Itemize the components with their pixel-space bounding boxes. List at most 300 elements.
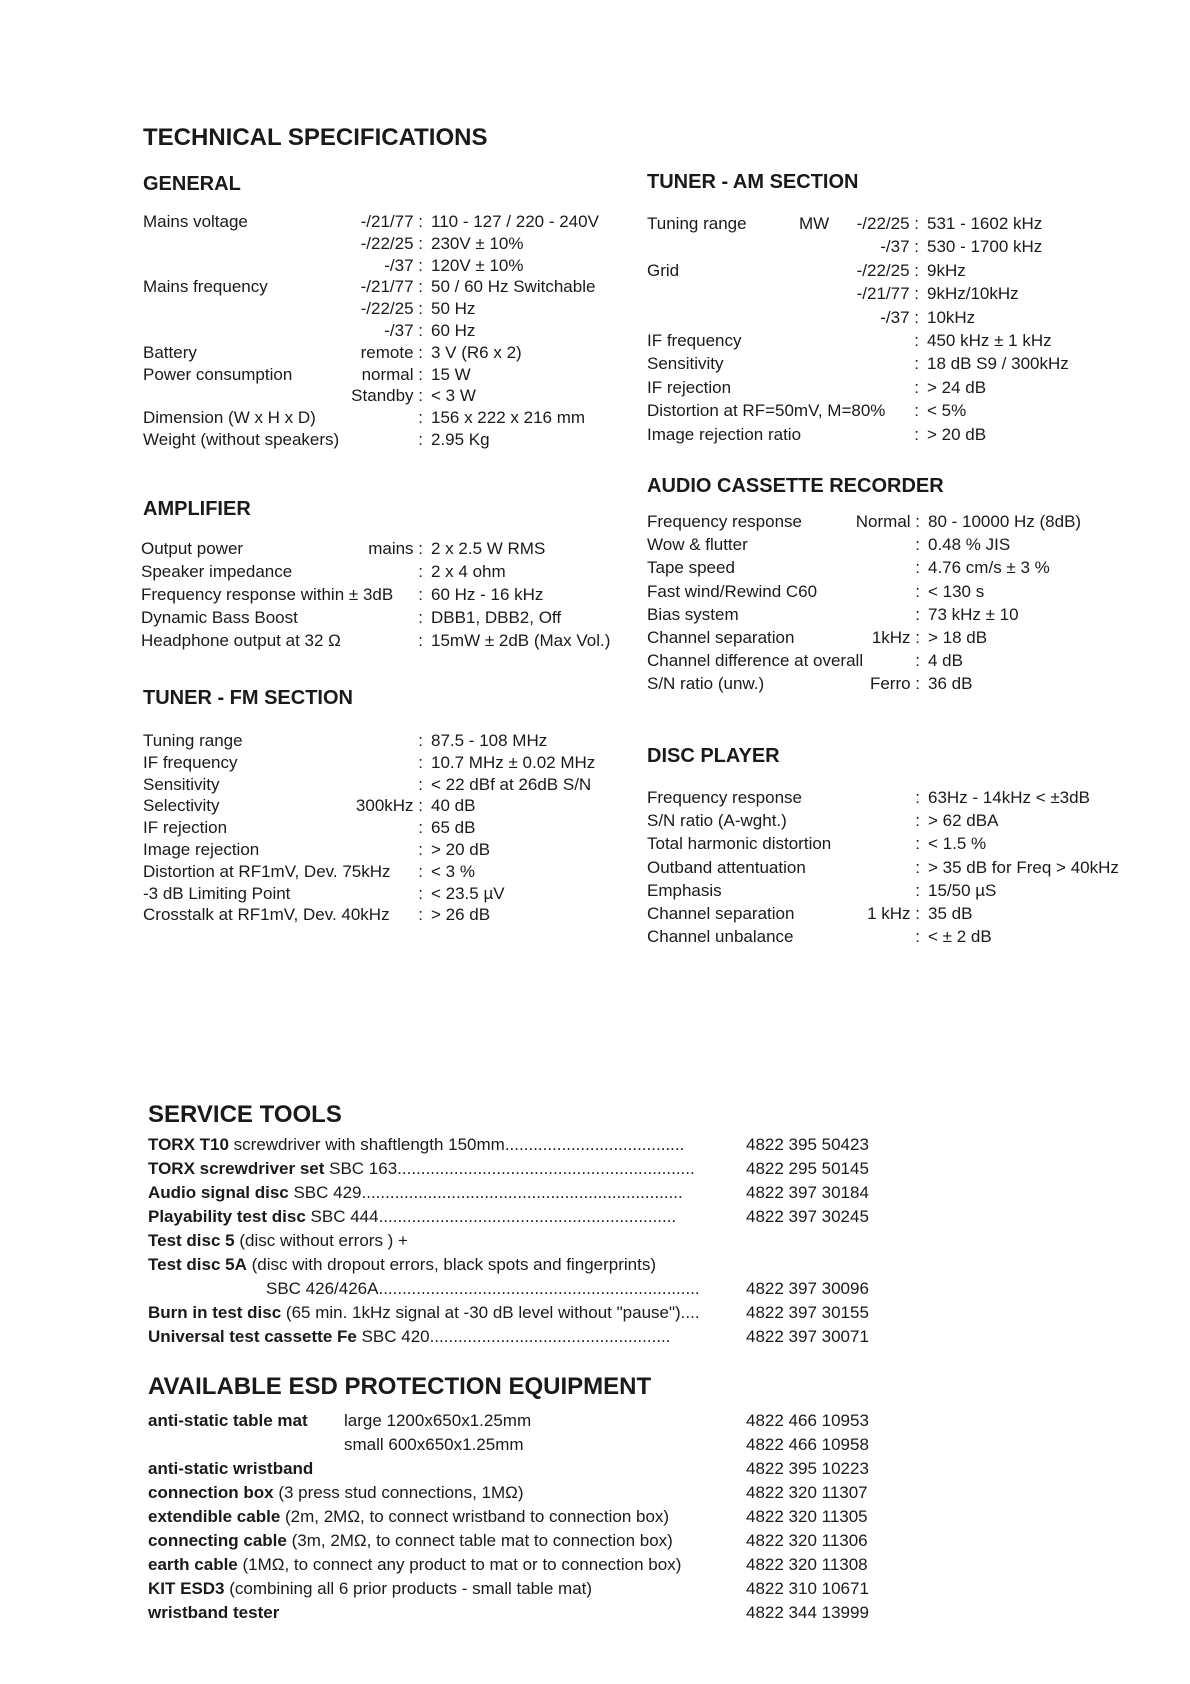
tool-code: 4822 397 30155 [746, 1303, 869, 1322]
spec-label: Image rejection [143, 839, 260, 859]
spec-row [647, 672, 1167, 695]
esd-code: 4822 466 10953 [746, 1411, 869, 1430]
spec-row [141, 560, 641, 583]
esd-code: 4822 320 11305 [746, 1507, 868, 1526]
tool-desc: (65 min. 1kHz signal at -30 dB level without "pause") [281, 1303, 681, 1322]
spec-row [143, 320, 623, 342]
esd-desc: (2m, 2MΩ, to connect wristband to connection box) [280, 1507, 670, 1526]
spec-label: Speaker impedance [141, 562, 293, 581]
tool-name: TORX T10 [148, 1135, 229, 1154]
tool-dots: ...................................... [504, 1135, 685, 1154]
tool-text [148, 1133, 684, 1157]
esd-row [148, 1601, 908, 1625]
esd-text [148, 1601, 279, 1625]
spec-value: 10kHz [927, 307, 976, 327]
spec-label: S/N ratio (A-wght.) [647, 811, 787, 831]
spec-qualifier: -/21/77 : [360, 277, 423, 297]
spec-row [647, 533, 1167, 556]
page-title: TECHNICAL SPECIFICATIONS [143, 124, 488, 151]
spec-qualifier: : [418, 631, 423, 650]
tool-code: 4822 395 50423 [746, 1135, 869, 1154]
spec-qualifier: : [914, 330, 919, 350]
spec-value: 15/50 µS [928, 880, 997, 900]
spec-qualifier: : [418, 408, 423, 428]
spec-qualifier: 300kHz : [355, 796, 423, 816]
spec-value: 73 kHz ± 10 [928, 604, 1019, 624]
esd-code: 4822 466 10958 [746, 1435, 869, 1454]
tool-desc: SBC 420 [356, 1327, 430, 1346]
spec-qualifier: : [418, 562, 423, 581]
tuner-fm-heading: TUNER - FM SECTION [143, 687, 353, 709]
spec-row [647, 329, 1167, 352]
spec-value: DBB1, DBB2, Off [431, 608, 562, 627]
spec-qualifier: : [418, 585, 423, 604]
spec-label: Channel separation [647, 903, 795, 923]
spec-row [143, 276, 623, 298]
tool-desc: SBC 429 [288, 1183, 362, 1202]
spec-row [143, 904, 643, 926]
spec-qualifier: -/22/25 : [856, 214, 919, 233]
esd-code: 4822 320 11307 [746, 1483, 868, 1502]
esd-row [148, 1577, 908, 1601]
tool-name: Universal test cassette Fe [148, 1327, 357, 1346]
spec-label: IF rejection [143, 818, 228, 838]
spec-label: Crosstalk at RF1mV, Dev. 40kHz [143, 905, 390, 925]
spec-label: Image rejection ratio [647, 424, 802, 444]
spec-label: Dimension (W x H x D) [143, 408, 316, 428]
tool-text [148, 1253, 656, 1277]
spec-qualifier: : [915, 788, 920, 807]
spec-label: Outband attentuation [647, 857, 806, 877]
spec-qualifier: normal : [361, 364, 423, 384]
spec-row [143, 364, 623, 386]
spec-value: < 1.5 % [928, 834, 987, 854]
spec-qualifier: -/37 : [384, 255, 423, 275]
spec-value: < ± 2 dB [928, 927, 992, 947]
spec-value: 120V ± 10% [431, 255, 524, 275]
service-tools-list [148, 1133, 908, 1349]
spec-label: Mains frequency [143, 277, 268, 297]
spec-row [143, 429, 623, 451]
spec-row [647, 259, 1167, 282]
tool-name: Test disc 5A [148, 1255, 247, 1274]
esd-name: anti-static wristband [148, 1459, 314, 1478]
tool-row [148, 1205, 908, 1229]
spec-row [141, 537, 641, 560]
esd-row [148, 1553, 908, 1577]
spec-qualifier: : [915, 581, 920, 601]
spec-qualifier: remote : [360, 342, 423, 362]
spec-value: 15mW ± 2dB (Max Vol.) [431, 631, 611, 650]
tool-name: Playability test disc [148, 1207, 306, 1226]
spec-row [143, 255, 623, 277]
spec-qualifier: : [914, 401, 919, 421]
spec-row [141, 583, 641, 606]
spec-row [143, 883, 643, 905]
spec-row [647, 603, 1167, 626]
spec-value: > 20 dB [431, 839, 491, 859]
disc-table [647, 786, 1187, 948]
spec-value: 4.76 cm/s ± 3 % [928, 558, 1050, 578]
esd-code: 4822 320 11308 [746, 1555, 868, 1574]
spec-row [143, 817, 643, 839]
spec-row [647, 235, 1167, 258]
esd-name: anti-static table mat [148, 1411, 308, 1430]
spec-label: Frequency response within ± 3dB [141, 585, 394, 604]
disc-heading: DISC PLAYER [647, 745, 780, 767]
spec-row [143, 752, 643, 774]
tool-row [148, 1277, 908, 1301]
spec-row [143, 385, 623, 407]
spec-label: Tape speed [647, 558, 735, 578]
tool-name: Burn in test disc [148, 1303, 282, 1322]
spec-qualifier: : [418, 905, 423, 925]
spec-row [647, 902, 1187, 925]
esd-code: 4822 320 11306 [746, 1531, 868, 1550]
spec-qualifier: : [914, 354, 919, 374]
spec-row [143, 233, 623, 255]
spec-label: IF rejection [647, 377, 732, 397]
spec-qualifier: : [418, 429, 423, 449]
spec-value: < 3 W [431, 386, 476, 406]
spec-qualifier: : [915, 558, 920, 578]
tool-desc: SBC 444 [305, 1207, 379, 1226]
spec-value: < 22 dBf at 26dB S/N [431, 774, 592, 794]
tool-text [148, 1229, 408, 1253]
esd-row [148, 1529, 908, 1553]
esd-desc: (3m, 2MΩ, to connect table mat to connection box) [286, 1531, 673, 1550]
spec-label: Selectivity [143, 796, 220, 816]
tool-desc: SBC 163 [324, 1159, 398, 1178]
spec-value: < 5% [927, 401, 967, 421]
spec-row [647, 856, 1187, 879]
spec-qualifier: : [418, 883, 423, 903]
esd-desc: small 600x650x1.25mm [344, 1435, 524, 1454]
esd-text [148, 1529, 673, 1553]
tool-desc: SBC 426/426A [266, 1279, 379, 1298]
spec-label: Distortion at RF1mV, Dev. 75kHz [143, 861, 391, 881]
spec-label: Total harmonic distortion [647, 834, 832, 854]
spec-qualifier: : [915, 651, 920, 671]
spec-label: S/N ratio (unw.) [647, 674, 765, 694]
spec-qualifier: : [915, 880, 920, 900]
spec-value: 50 / 60 Hz Switchable [431, 277, 596, 297]
spec-qualifier: : [418, 774, 423, 794]
tool-dots: ................................................... [429, 1327, 671, 1346]
spec-qualifier: : [914, 377, 919, 397]
esd-text [148, 1457, 313, 1481]
spec-qualifier: : [915, 535, 920, 555]
esd-row [148, 1481, 908, 1505]
spec-label: Fast wind/Rewind C60 [647, 581, 818, 601]
esd-code: 4822 344 13999 [746, 1603, 869, 1622]
spec-value: > 20 dB [927, 424, 987, 444]
spec-value: 2 x 2.5 W RMS [431, 539, 546, 558]
spec-row [647, 399, 1167, 422]
spec-label: Tuning range [143, 731, 243, 750]
spec-row [143, 861, 643, 883]
tool-text [148, 1325, 671, 1349]
esd-name: wristband tester [148, 1603, 280, 1622]
spec-value: > 62 dBA [928, 811, 999, 831]
spec-value: 156 x 222 x 216 mm [431, 408, 586, 428]
spec-value: 35 dB [928, 903, 973, 923]
esd-text [148, 1577, 592, 1601]
esd-heading: AVAILABLE ESD PROTECTION EQUIPMENT [148, 1373, 652, 1400]
spec-value: 4 dB [928, 651, 963, 671]
spec-value: 2.95 Kg [431, 429, 490, 449]
spec-label: Sensitivity [647, 354, 724, 374]
esd-desc: (1MΩ, to connect any product to mat or to connection box) [237, 1555, 682, 1574]
spec-value: < 3 % [431, 861, 475, 881]
tool-dots: .... [680, 1303, 700, 1322]
spec-row [143, 795, 643, 817]
spec-qualifier: : [418, 731, 423, 750]
spec-qualifier: : [915, 857, 920, 877]
esd-name: connection box [148, 1483, 274, 1502]
esd-text [148, 1409, 308, 1433]
spec-row [141, 606, 641, 629]
spec-value: 2 x 4 ohm [431, 562, 506, 581]
spec-qualifier: : [418, 818, 423, 838]
spec-value: 40 dB [431, 796, 476, 816]
spec-value: 87.5 - 108 MHz [431, 731, 548, 750]
tool-text [148, 1181, 683, 1205]
spec-row [647, 423, 1167, 446]
spec-label: Tuning range [647, 214, 747, 233]
tool-desc: screwdriver with shaftlength 150mm [228, 1135, 505, 1154]
spec-qualifier: : [915, 811, 920, 831]
tool-name: Audio signal disc [148, 1183, 289, 1202]
spec-value: 63Hz - 14kHz < ±3dB [928, 788, 1090, 807]
tool-code: 4822 397 30184 [746, 1183, 869, 1202]
spec-qualifier: -/22/25 : [360, 233, 423, 253]
spec-label: Weight (without speakers) [143, 429, 340, 449]
tool-name: Test disc 5 [148, 1231, 235, 1250]
amplifier-table [141, 537, 641, 652]
spec-qualifier: : [418, 752, 423, 772]
general-heading: GENERAL [143, 173, 241, 195]
tool-dots: ............................................................... [397, 1159, 695, 1178]
tool-row [148, 1325, 908, 1349]
spec-row [143, 298, 623, 320]
spec-row [647, 626, 1167, 649]
esd-desc: large 1200x650x1.25mm [344, 1411, 532, 1430]
spec-qualifier: -/37 : [880, 237, 919, 257]
spec-value: 450 kHz ± 1 kHz [927, 330, 1052, 350]
spec-qualifier: : [915, 927, 920, 947]
spec-label: Grid [647, 260, 680, 280]
esd-text [148, 1553, 681, 1577]
spec-label: Channel unbalance [647, 927, 794, 947]
spec-row [647, 580, 1167, 603]
tool-dots: ............................................................... [378, 1207, 677, 1226]
cassette-table [647, 510, 1167, 696]
spec-row [647, 352, 1167, 375]
spec-qualifier: : [418, 608, 423, 627]
spec-label: Distortion at RF=50mV, M=80% [647, 401, 886, 421]
esd-desc: (3 press stud connections, 1MΩ) [273, 1483, 524, 1502]
spec-qualifier: -/22/25 : [856, 260, 919, 280]
spec-label: Channel separation [647, 627, 795, 647]
tool-code: 4822 397 30071 [746, 1327, 869, 1346]
tool-text [148, 1157, 695, 1181]
tuner-am-table [647, 212, 1167, 446]
spec-label: Headphone output at 32 Ω [141, 631, 341, 650]
spec-label: Power consumption [143, 364, 293, 384]
tool-name: TORX screwdriver set [148, 1159, 325, 1178]
esd-name: extendible cable [148, 1507, 281, 1526]
spec-row [647, 306, 1167, 329]
esd-code: 4822 395 10223 [746, 1459, 869, 1478]
esd-name: earth cable [148, 1555, 238, 1574]
tool-code: 4822 397 30096 [746, 1279, 869, 1298]
spec-qualifier: Normal : [855, 512, 920, 531]
spec-label: Sensitivity [143, 774, 220, 794]
tool-row [148, 1133, 908, 1157]
spec-row [647, 832, 1187, 855]
spec-value: 531 - 1602 kHz [927, 214, 1043, 233]
spec-row [143, 407, 623, 429]
amplifier-heading: AMPLIFIER [143, 498, 251, 520]
spec-qualifier: : [914, 424, 919, 444]
spec-value: 36 dB [928, 674, 973, 694]
tool-row [148, 1301, 908, 1325]
spec-label: Battery [143, 342, 197, 362]
spec-value: 80 - 10000 Hz (8dB) [928, 512, 1082, 531]
spec-value: 60 Hz - 16 kHz [431, 585, 544, 604]
spec-label: Channel difference at overall [647, 651, 864, 671]
spec-qualifier: : [418, 861, 423, 881]
spec-value: 230V ± 10% [431, 233, 524, 253]
spec-row [143, 839, 643, 861]
spec-qualifier: 1 kHz : [867, 903, 920, 923]
spec-label: Bias system [647, 604, 739, 624]
spec-value: 18 dB S9 / 300kHz [927, 354, 1069, 374]
spec-value: 0.48 % JIS [928, 535, 1011, 555]
tuner-fm-table [143, 730, 643, 926]
tool-text [266, 1277, 700, 1301]
spec-value: > 18 dB [928, 627, 988, 647]
spec-row [141, 629, 641, 652]
spec-row [647, 879, 1187, 902]
spec-label: IF frequency [143, 752, 238, 772]
tool-dots: .................................................................... [378, 1279, 700, 1298]
esd-text [148, 1505, 669, 1529]
tool-text [148, 1205, 676, 1229]
spec-row [647, 212, 1167, 235]
tool-desc: (disc with dropout errors, black spots and fingerprints) [246, 1255, 657, 1274]
spec-value: 15 W [431, 364, 471, 384]
spec-value: 9kHz [927, 260, 966, 280]
cassette-heading: AUDIO CASSETTE RECORDER [647, 475, 944, 497]
tool-code: 4822 295 50145 [746, 1159, 869, 1178]
spec-value: < 23.5 µV [431, 883, 505, 903]
tool-row [148, 1253, 908, 1277]
spec-qualifier: 1kHz : [871, 627, 920, 647]
tool-row [148, 1157, 908, 1181]
spec-row [143, 730, 643, 752]
esd-row [148, 1505, 908, 1529]
esd-desc: (combining all 6 prior products - small table mat) [224, 1579, 593, 1598]
spec-value: 65 dB [431, 818, 476, 838]
tool-row [148, 1181, 908, 1205]
spec-qualifier: -/21/77 : [360, 212, 423, 231]
tool-code: 4822 397 30245 [746, 1207, 869, 1226]
spec-qualifier: Standby : [351, 386, 423, 406]
spec-value: < 130 s [928, 581, 985, 601]
esd-row [148, 1409, 908, 1433]
spec-value: 3 V (R6 x 2) [431, 342, 522, 362]
tool-dots: .................................................................... [361, 1183, 683, 1202]
tool-text [148, 1301, 700, 1325]
esd-code: 4822 310 10671 [746, 1579, 869, 1598]
spec-qualifier: -/22/25 : [360, 299, 423, 319]
tool-desc: (disc without errors ) + [234, 1231, 408, 1250]
spec-value: > 35 dB for Freq > 40kHz [928, 857, 1119, 877]
spec-label: Mains voltage [143, 212, 248, 231]
spec-label: -3 dB Limiting Point [143, 883, 291, 903]
tuner-am-heading: TUNER - AM SECTION [647, 171, 859, 193]
spec-label: IF frequency [647, 330, 742, 350]
esd-name: KIT ESD3 [148, 1579, 225, 1598]
spec-row [647, 282, 1167, 305]
esd-name: connecting cable [148, 1531, 287, 1550]
spec-qualifier: : [418, 839, 423, 859]
spec-value: 530 - 1700 kHz [927, 237, 1043, 257]
spec-value: 9kHz/10kHz [927, 284, 1019, 304]
spec-value: 60 Hz [431, 320, 476, 340]
spec-row [647, 376, 1167, 399]
esd-list [148, 1409, 908, 1625]
esd-text [148, 1481, 524, 1505]
spec-label: Frequency response [647, 512, 802, 531]
esd-row [148, 1457, 908, 1481]
spec-value: 50 Hz [431, 299, 476, 319]
spec-row [647, 809, 1187, 832]
spec-value: > 24 dB [927, 377, 987, 397]
spec-row [143, 342, 623, 364]
tool-row [148, 1229, 908, 1253]
general-table [143, 211, 623, 451]
spec-qualifier: -/37 : [880, 307, 919, 327]
spec-row [647, 649, 1167, 672]
spec-label: Wow & flutter [647, 535, 748, 555]
spec-row [647, 786, 1187, 809]
spec-label: Frequency response [647, 788, 802, 807]
spec-value: 10.7 MHz ± 0.02 MHz [431, 752, 596, 772]
spec-value: > 26 dB [431, 905, 491, 925]
spec-label: Emphasis [647, 880, 722, 900]
spec-label: Dynamic Bass Boost [141, 608, 298, 627]
esd-row [148, 1433, 908, 1457]
spec-band: MW [799, 214, 830, 233]
spec-value: 110 - 127 / 220 - 240V [431, 212, 599, 231]
spec-row [647, 925, 1187, 948]
spec-qualifier: : [915, 834, 920, 854]
spec-qualifier: : [915, 604, 920, 624]
spec-label: Output power [141, 539, 244, 558]
spec-row [647, 556, 1167, 579]
spec-row [647, 510, 1167, 533]
spec-qualifier: -/21/77 : [856, 284, 919, 304]
service-tools-heading: SERVICE TOOLS [148, 1101, 342, 1128]
spec-qualifier: Ferro : [869, 674, 920, 694]
spec-row [143, 211, 623, 233]
spec-row [143, 774, 643, 796]
spec-qualifier: -/37 : [384, 320, 423, 340]
spec-qualifier: mains : [368, 539, 423, 558]
